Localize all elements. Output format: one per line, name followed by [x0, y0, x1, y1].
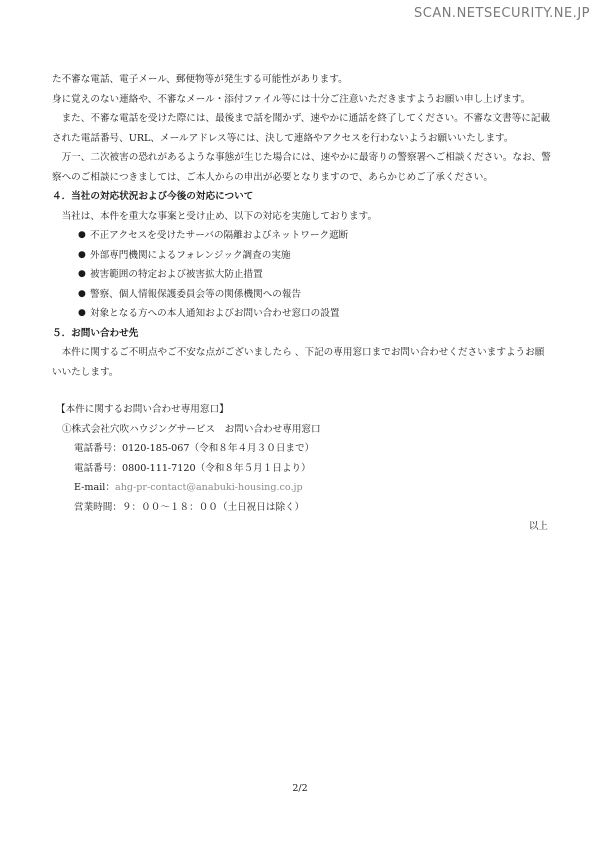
measures-list	[52, 226, 552, 324]
section-5-title: ５．お問い合わせ先	[52, 327, 139, 339]
list-item	[78, 265, 552, 285]
watermark: SCAN.NETSECURITY.NE.JP	[413, 6, 590, 21]
contact-hours: 営業時間：９：００～１８：００（土日祝日は除く）	[74, 501, 305, 513]
bullet-icon: ●	[78, 230, 86, 240]
contact-phone-1: 電話番号：0120-185-067（令和８年４月３０日まで）	[74, 443, 315, 454]
intro-line-1: た不審な電話、電子メール、郵便物等が発生する可能性があります。	[52, 74, 348, 85]
list-item	[78, 226, 552, 246]
list-item-text: 被害範囲の特定および被害拡大防止措置	[90, 269, 263, 280]
contact-block	[52, 400, 552, 517]
list-item-text: 警察、個人情報保護委員会等の関係機関への報告	[90, 288, 302, 300]
closing-mark: 以上	[528, 521, 548, 532]
list-item	[78, 285, 552, 305]
section-5-body: 本件に関するご不明点やご不安な点がございましたら 、下記の専用窓口までお問い合わせくださいますようお願いいたします。	[52, 347, 545, 378]
section-4-intro: 当社は、本件を重大な事案と受け止め、以下の対応を実施しております。	[61, 210, 378, 222]
section-4-title: ４．当社の対応状況および今後の対応について	[52, 191, 254, 202]
bullet-icon: ●	[78, 249, 86, 260]
list-item-text: 対象となる方への本人通知およびお問い合わせ窓口の設置	[90, 308, 340, 319]
page-number: 2/2	[292, 783, 308, 794]
contact-heading: 【本件に関するお問い合わせ専用窓口】	[56, 404, 229, 415]
contact-email-row	[56, 478, 552, 498]
bullet-icon: ●	[78, 288, 86, 299]
paragraph-secondary-damage: 万一、二次被害の恐れがあるような事態が生じた場合には、速やかに最寄りの警察署へご相談ください。なお、警察へのご相談につきましては、ご本人からの申出が必要となりますので、あらかじめご了承ください。	[52, 152, 551, 183]
list-item-text: 不正アクセスを受けたサーバの隔離およびネットワーク遮断	[90, 230, 349, 241]
list-item	[78, 304, 552, 324]
document-page	[52, 70, 552, 537]
email-label: E-mail：	[74, 482, 115, 493]
list-item-text: 外部専門機関によるフォレンジック調査の実施	[90, 249, 291, 261]
intro-line-2: 身に覚えのない連絡や、不審なメール・添付ファイル等には十分ご注意いただきますようお願い申し上げます。	[52, 93, 531, 105]
contact-phone-2: 電話番号：0800-111-7120（令和８年５月１日より）	[74, 462, 311, 474]
bullet-icon: ●	[78, 269, 86, 279]
list-item	[78, 246, 552, 266]
paragraph-suspicious-calls: また、不審な電話を受けた際には、最後まで話を聞かず、速やかに通話を終了してください。不審な文書等に記載された電話番号、URL、メールアドレス等には、決して連絡やアクセスを行わないようお願いいたします。	[52, 113, 551, 144]
bullet-icon: ●	[78, 308, 86, 318]
contact-company: ①株式会社穴吹ハウジングサービス お問い合わせ専用窓口	[62, 423, 321, 435]
email-link[interactable]: ahg-pr-contact@anabuki-housing.co.jp	[114, 482, 303, 493]
